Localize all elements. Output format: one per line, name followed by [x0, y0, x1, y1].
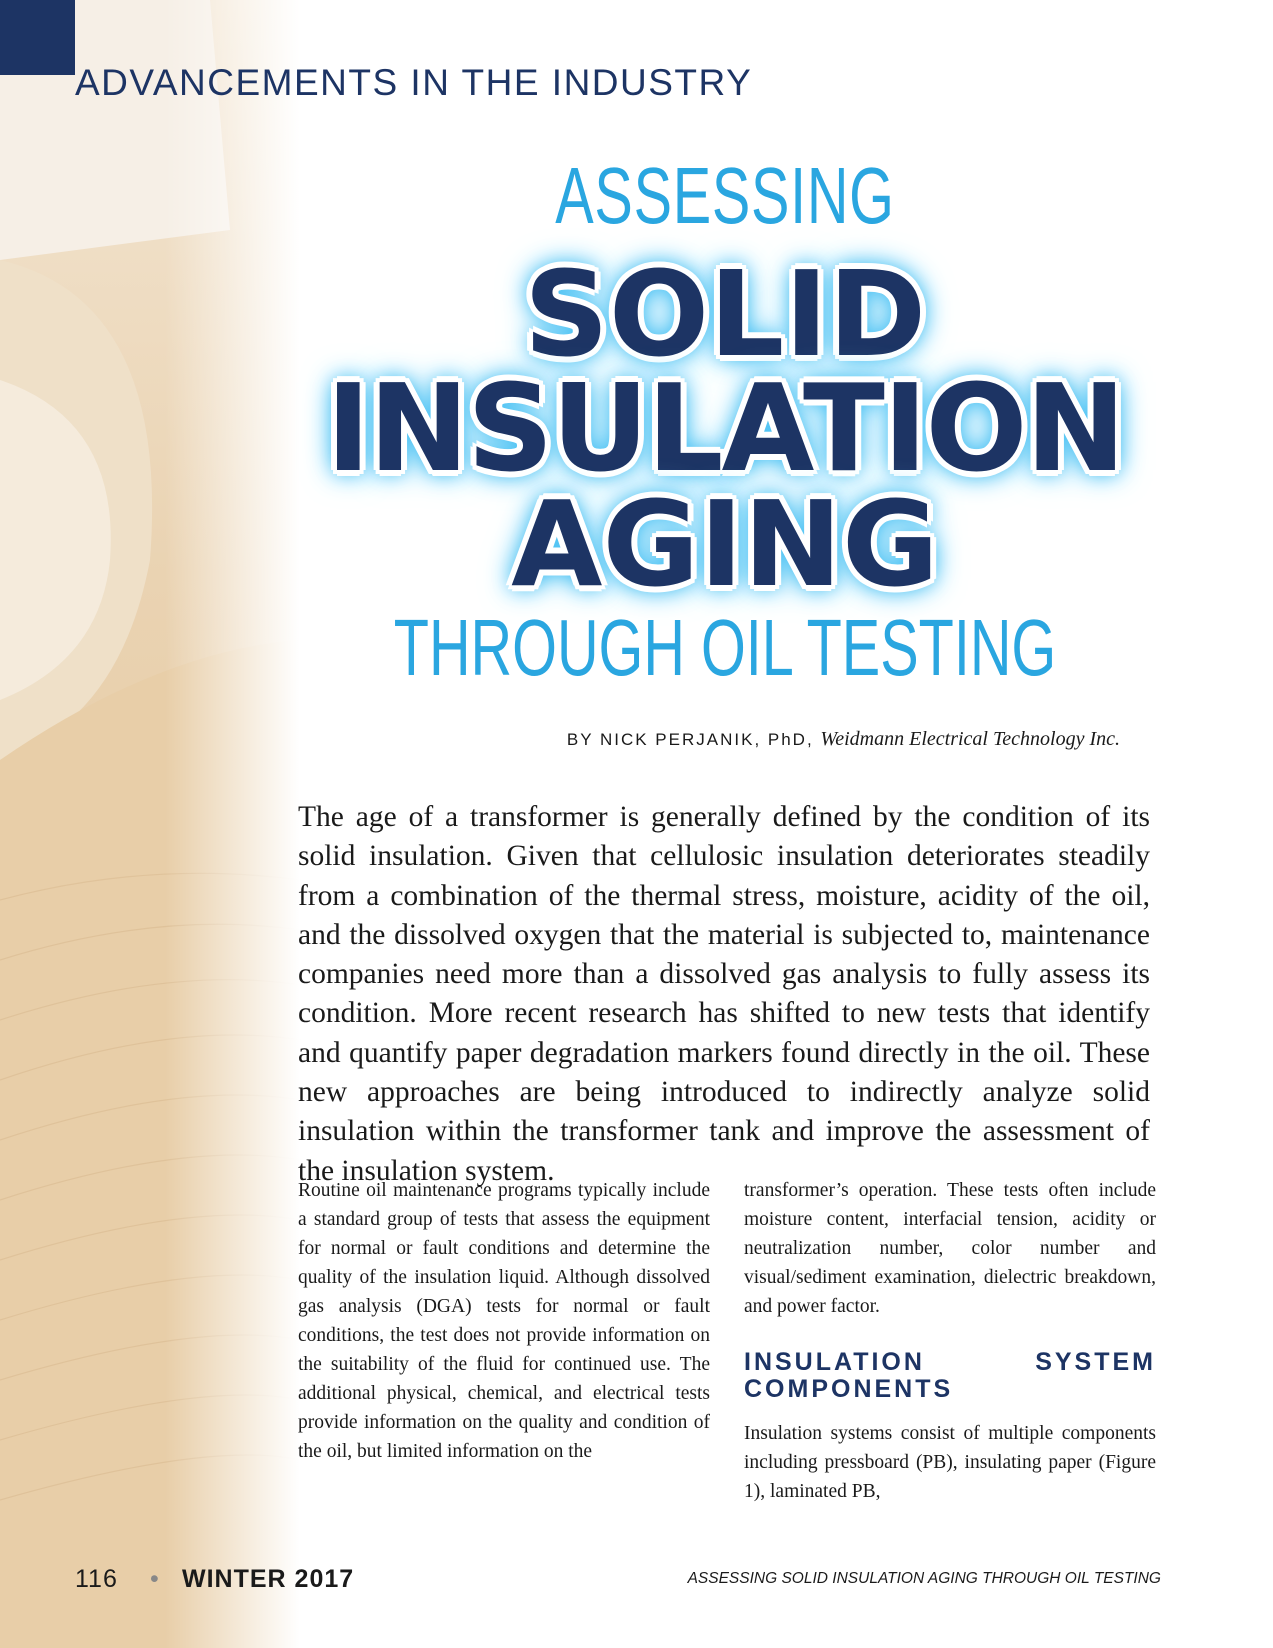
corner-accent-block [0, 0, 75, 75]
byline-organization: Weidmann Electrical Technology Inc. [820, 728, 1120, 750]
page-number: 116 [75, 1565, 118, 1593]
section-subheading: INSULATION SYSTEM COMPONENTS [744, 1348, 1156, 1403]
issue-label: WINTER 2017 [182, 1565, 355, 1593]
body-paragraph: Routine oil maintenance programs typically include a standard group of tests that assess the equipment for normal or fault conditions and determine the quality of the insulation liquid. Although dissolved gas analysis (DGA) tests for normal or fault conditions, the test does not provide information on the suitability of the fluid for continued use. The additional physical, chemical, and electrical tests provide information on the quality and condition of the oil, but limited information on the [298, 1180, 710, 1462]
footer-separator: • [150, 1565, 159, 1593]
body-column-right [744, 1176, 1156, 1506]
body-column-left [298, 1176, 710, 1466]
title-line-through-oil-testing: THROUGH OIL TESTING [393, 603, 1057, 692]
body-paragraph: Insulation systems consist of multiple components including pressboard (PB), insulating paper (Figure 1), laminated PB, [744, 1423, 1156, 1502]
section-label: ADVANCEMENTS IN THE INDUSTRY [75, 62, 753, 103]
title-line-solid: SOLID [523, 245, 927, 383]
lede-paragraph: The age of a transformer is generally defined by the condition of its solid insulation. Given that cellulosic insulation deteriorates steadily from a combination of the thermal stress, moisture, acidity of the oil, and the dissolved oxygen that the material is subjected to, maintenance companies need more than a dissolved gas analysis to fully assess its condition. More recent research has shifted to new tests that identify and quantify paper degradation markers found directly in the oil. These new approaches are being introduced to indirectly analyze solid insulation within the transformer tank and improve the assessment of the insulation system. [298, 801, 1150, 1187]
title-line-aging: AGING [511, 475, 939, 613]
body-paragraph: transformer’s operation. These tests often include moisture content, interfacial tension, acidity or neutralization number, color number and visual/sediment examination, dielectric breakdown, and power factor. [744, 1180, 1156, 1317]
byline [300, 728, 1120, 751]
running-title: ASSESSING SOLID INSULATION AGING THROUGH OIL TESTING [687, 1570, 1161, 1587]
title-line-assessing: ASSESSING [555, 151, 895, 240]
title-line-insulation: INSULATION [326, 360, 1124, 499]
byline-author: BY NICK PERJANIK, PhD, [566, 730, 814, 749]
